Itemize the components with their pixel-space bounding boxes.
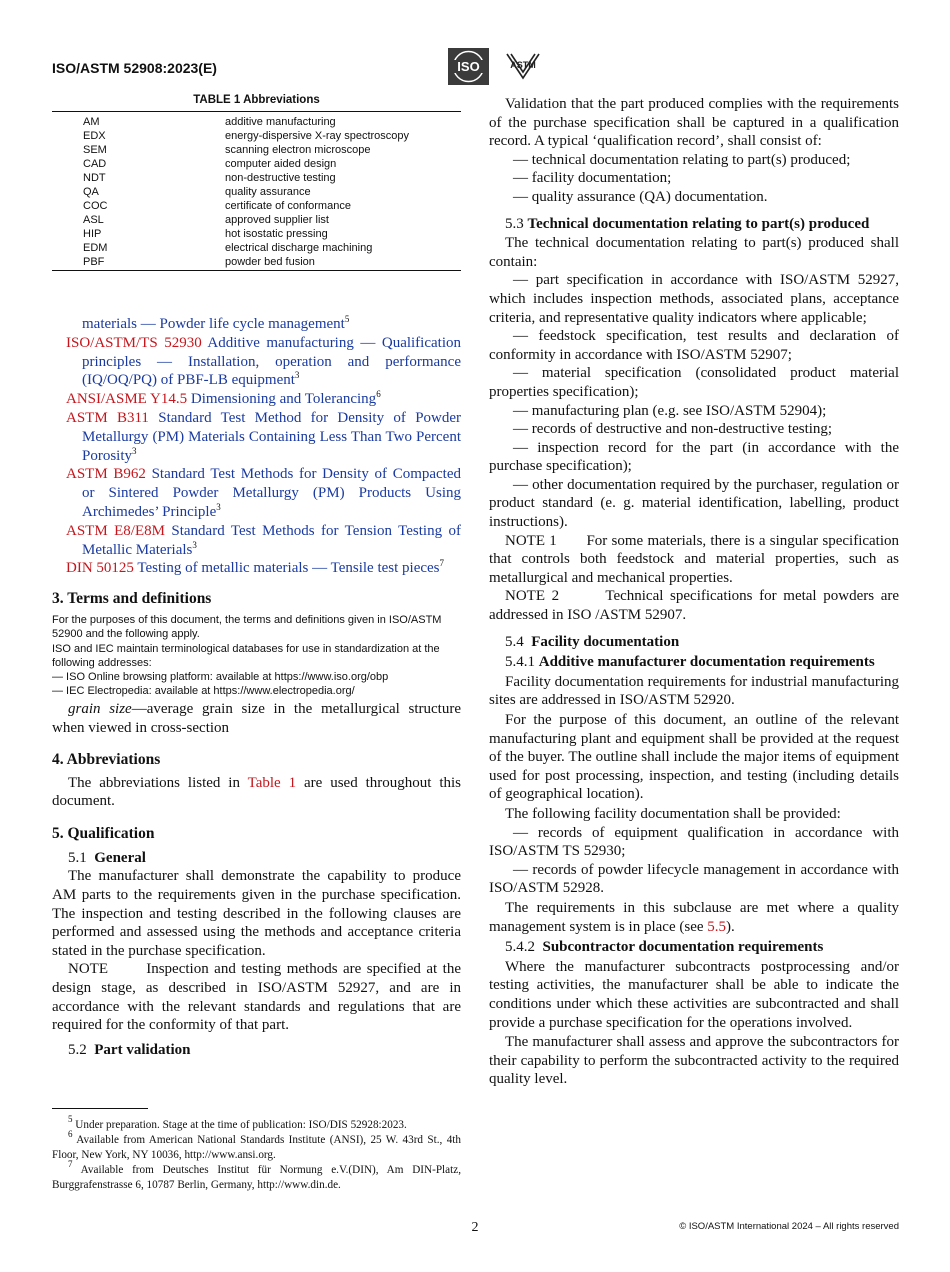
copyright-notice: © ISO/ASTM International 2024 – All rights reserved (679, 1221, 899, 1232)
footnote-ref[interactable]: 7 (439, 558, 445, 569)
note-1: NOTE 1 For some materials, there is a singular specification that controls both feedstock and material properties, such as metallurgical and mechanical properties. (489, 532, 900, 586)
paragraph: The requirements in this subclause are met where a quality management system is in place (see 5.5). (489, 899, 899, 935)
reference-code[interactable]: ASTM E8/E8M (66, 522, 165, 539)
meaning-cell: non-destructive testing (225, 172, 336, 184)
facility-documentation-list (489, 824, 899, 898)
table-row (52, 255, 409, 269)
meaning-cell: powder bed fusion (225, 256, 315, 268)
section-5-4-heading: 5.4 Facility documentation (505, 633, 680, 650)
reference-list (52, 315, 461, 1059)
reference-item (66, 409, 461, 465)
paragraph: The manufacturer shall assess and approve the subcontractors for their capability to perform the subcontracted activity to the required quality level. (489, 1034, 899, 1088)
paragraph: — IEC Electropedia: available at https://www.electropedia.org/ (52, 685, 355, 698)
list-item: — records of destructive and non-destructive testing; (513, 421, 833, 438)
meaning-cell: computer aided design (225, 158, 337, 170)
reference-code[interactable]: ASTM B962 (66, 466, 146, 483)
term-definition (52, 700, 461, 737)
technical-documentation-list (489, 271, 899, 531)
reference-item (66, 465, 461, 521)
footnote-ref[interactable]: 5 (344, 314, 350, 324)
section-5-4-1-heading: 5.4.1 Additive manufacturer documentation requirements (505, 654, 875, 671)
abbreviation-cell: AM (83, 116, 100, 128)
list-item: — inspection record for the part (in accordance with the purchase specification); (489, 439, 899, 475)
astm-logo-text: ASTM (510, 60, 536, 70)
table-row (52, 185, 409, 199)
reference-title[interactable]: Standard Test Methods for Tension Testing of Metallic Materials (82, 522, 461, 558)
reference-item (66, 559, 461, 578)
meaning-cell: hot isostatic pressing (225, 228, 328, 240)
footnote-ref[interactable]: 6 (376, 389, 381, 400)
reference-code[interactable]: ANSI/ASME Y14.5 (66, 391, 188, 408)
section-3-heading: 3. Terms and definitions (52, 590, 212, 608)
reference-title[interactable]: Testing of metallic materials — Tensile test pieces (137, 560, 440, 577)
reference-title[interactable]: Standard Test Method for Density of Powder Metallurgy (PM) Materials Containing Less Than Two Percent Porosity (82, 409, 462, 464)
paragraph: Where the manufacturer subcontracts postprocessing and/or testing activities, the manufacturer shall be able to indicate the conditions under which these activities are subcontracted and shall provide a purchase specification for the operations involved. (489, 958, 899, 1031)
footnotes (52, 1114, 462, 1193)
footnote-ref[interactable]: 3 (294, 370, 300, 381)
abbreviation-cell: CAD (83, 158, 107, 170)
paragraph: Facility documentation requirements for industrial manufacturing sites are addressed in ISO/ASTM 52920. (489, 673, 899, 709)
abbreviation-cell: EDX (83, 130, 106, 142)
reference-item (66, 334, 461, 390)
table-row (52, 157, 409, 171)
abbreviation-cell: PBF (83, 256, 105, 268)
meaning-cell: scanning electron microscope (225, 144, 371, 156)
paragraph: For the purpose of this document, an outline of the relevant manufacturing plant and equipment shall be provided at the request of the buyer. The outline shall include the major items of equipment used for post processing, inspection, and testing (including details of geographical location). (489, 712, 899, 803)
note: NOTE Inspection and testing methods are specified at the design stage, as described in ISO/ASTM 52927, and are in accordance with the relevant standards and regulations that are required for the conformity of that part. (52, 961, 461, 1034)
paragraph: Validation that the part produced complies with the requirements of the purchase specification shall be captured in a qualification record. A typical ‘qualification record’, shall consist of: (489, 96, 899, 150)
abbreviation-cell: EDM (83, 242, 108, 254)
section-5-1-heading: 5.1 General (68, 849, 146, 866)
reference-title[interactable]: Additive manufacturing — Qualification principles — Installation, operation and performance (IQ/OQ/PQ) of PBF-LB equipment (82, 334, 461, 389)
term: grain size (68, 701, 132, 718)
right-column (489, 95, 899, 1089)
table-row (52, 143, 409, 157)
reference-code[interactable]: ISO/ASTM/TS 52930 (66, 334, 202, 351)
paragraph: For the purposes of this document, the terms and definitions given in ISO/ASTM 52900 and the following apply. (52, 614, 442, 641)
footnote-6: $^6$ Available from American National Standards Institute (ANSI), 25 W. 43rd St., 4th Floor, New York, NY 10036, http://www.ansi.org. (52, 1129, 461, 1161)
footnote-ref[interactable]: 3 (132, 445, 137, 456)
left-column (52, 94, 461, 271)
meaning-cell: approved supplier list (225, 214, 329, 226)
table-row (52, 171, 409, 185)
reference-title[interactable]: materials — Powder life cycle management (82, 316, 345, 332)
reference-title[interactable]: Standard Test Methods for Density of Compacted or Sintered Powder Metallurgy (PM) Products Using Archimedes’ Principle (82, 466, 462, 520)
meaning-cell: electrical discharge machining (225, 242, 373, 254)
list-item: — part specification in accordance with ISO/ASTM 52927, which includes inspection methods, associated plans, acceptance criteria, and representative quality indicators where applicable; (489, 272, 899, 326)
footnote-7: $^7$ Available from Deutsches Institut für Normung e.V.(DIN), Am DIN-Platz, Burggrafenstrasse 6, 10787 Berlin, Germany, http://www.din.de. (52, 1159, 462, 1191)
abbreviation-cell: SEM (83, 144, 107, 156)
table-1-link[interactable]: Table 1 (247, 774, 297, 791)
list-item: — facility documentation; (513, 170, 672, 187)
list-item: — quality assurance (QA) documentation. (513, 188, 768, 205)
section-5-5-link[interactable]: 5.5 (707, 918, 727, 935)
reference-title[interactable]: Dimensioning and Tolerancing (190, 391, 377, 408)
list-item: — feedstock specification, test results and declaration of conformity in accordance with ISO/ASTM 52907; (489, 328, 899, 363)
table-row (52, 129, 409, 143)
abbreviation-cell: COC (83, 200, 108, 212)
qualification-record-list (489, 151, 899, 207)
table-title: TABLE 1 Abbreviations (193, 94, 320, 106)
section-4-heading: 4. Abbreviations (52, 750, 161, 768)
abbreviation-cell: HIP (83, 228, 102, 240)
table-row (52, 199, 409, 213)
footnote-ref[interactable]: 3 (216, 501, 221, 512)
document-id: ISO/ASTM 52908:2023(E) (52, 60, 217, 76)
list-item: — records of powder lifecycle management in accordance with ISO/ASTM 52928. (489, 861, 899, 897)
footnote-rule (52, 1108, 148, 1109)
section-3-intro (52, 613, 461, 698)
astm-logo (503, 48, 543, 84)
section-4-paragraph: The abbreviations listed in Table 1 are used throughout this document. (52, 774, 461, 810)
section-5-4-2-heading: 5.4.2 Subcontractor documentation requirements (505, 939, 824, 956)
iso-logo (448, 48, 489, 85)
meaning-cell: certificate of conformance (225, 200, 351, 212)
paragraph: The following facility documentation shall be provided: (505, 805, 841, 822)
iso-logo-text: ISO (457, 59, 480, 74)
meaning-cell: energy-dispersive X-ray spectroscopy (225, 130, 410, 142)
note-2: NOTE 2 Technical specifications for metal powders are addressed in ISO /ASTM 52907. (489, 588, 900, 624)
reference-code[interactable]: ASTM B311 (66, 409, 149, 426)
definition: —average grain size in the metallurgical structure when viewed in cross-section (52, 701, 461, 736)
table-row (52, 241, 409, 255)
section-5-2-heading: 5.2 Part validation (68, 1041, 191, 1058)
abbreviations-table (52, 111, 461, 271)
table-row (52, 227, 409, 241)
table-row (52, 213, 409, 227)
list-item: — manufacturing plan (e.g. see ISO/ASTM 52904); (513, 402, 827, 419)
section-5-heading: 5. Qualification (52, 824, 155, 842)
list-item: — material specification (consolidated product material properties specification); (489, 365, 899, 400)
footnote-ref[interactable]: 3 (192, 539, 197, 550)
reference-item (66, 390, 461, 409)
page-number: 2 (471, 1220, 479, 1235)
table-row (52, 115, 409, 129)
abbreviation-cell: NDT (83, 172, 106, 184)
paragraph: The technical documentation relating to part(s) produced shall contain: (489, 235, 899, 270)
paragraph: The manufacturer shall demonstrate the capability to produce AM parts to the requirements given in the purchase specification. The inspection and testing described in the following clauses are performed and assessed using the methods and acceptance criteria stated in the purchase specification. (52, 868, 461, 959)
list-item: — technical documentation relating to part(s) produced; (513, 151, 851, 168)
list-item: — records of equipment qualification in accordance with ISO/ASTM TS 52930; (489, 824, 899, 860)
paragraph: ISO and IEC maintain terminological databases for use in standardization at the following addresses: (52, 642, 440, 669)
footnote-5: $^5$ Under preparation. Stage at the time of publication: ISO/DIS 52928:2023. (68, 1114, 407, 1131)
reference-code[interactable]: DIN 50125 (66, 560, 134, 577)
reference-item (82, 315, 461, 334)
list-item: — other documentation required by the purchaser, regulation or product standard (e. g. material identification, labelling, product instructions). (489, 476, 899, 531)
paragraph: — ISO Online browsing platform: available at https://www.iso.org/obp (52, 670, 389, 683)
reference-item (66, 522, 461, 560)
abbreviation-cell: QA (83, 186, 99, 198)
abbreviation-cell: ASL (83, 214, 104, 226)
section-5-3-heading: 5.3 Technical documentation relating to part(s) produced (505, 215, 870, 232)
meaning-cell: quality assurance (225, 186, 311, 198)
meaning-cell: additive manufacturing (225, 116, 336, 128)
